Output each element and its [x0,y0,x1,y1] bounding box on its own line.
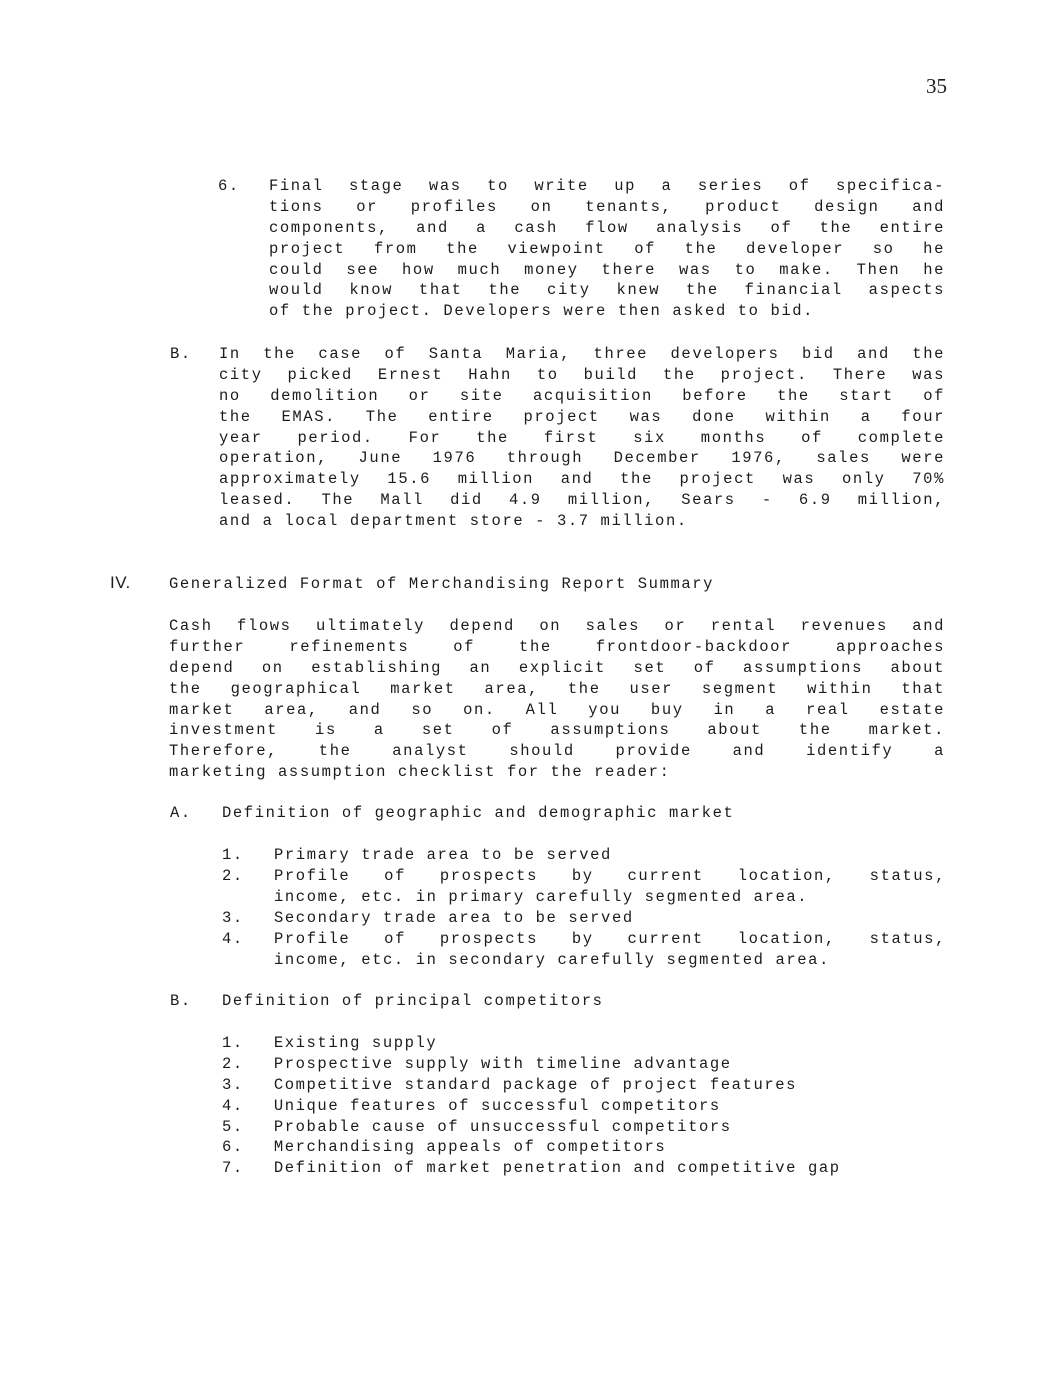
text-line: of the project. Developers were then asked to bid. [269,302,815,321]
list-item [222,1137,841,1158]
list-item [274,845,946,866]
text-line: further refinements of the frontdoor-backdoor approaches [169,637,945,656]
text-line: Secondary trade area to be served [274,909,634,927]
list-item [222,1033,841,1054]
sub-b-title: Definition of principal competitors [222,992,604,1010]
sub-a-label: A. [170,804,192,822]
text-line: components, and a cash flow analysis of the entire [269,218,945,237]
text-line: the EMAS. The entire project was done within a four [219,407,945,426]
sub-a-title: Definition of geographic and demographic market [222,804,735,822]
text-line: the geographical market area, the user segment within that [169,679,945,698]
text-line: Primary trade area to be served [274,846,612,864]
section-heading: Generalized Format of Merchandising Report Summary [169,575,715,593]
sub-b-label: B. [170,992,192,1010]
text-line: tions or profiles on tenants, product design and [269,197,945,216]
text-line: income, etc. in secondary carefully segmented area. [274,950,830,969]
text-line: depend on establishing an explicit set of assumptions about [169,658,945,677]
item-6-label: 6. [218,177,240,195]
list-number: 4. [222,1096,244,1115]
list-number: 1. [222,1034,244,1052]
text-line: market area, and so on. All you buy in a real estate [169,700,945,719]
text-line: marketing assumption checklist for the reader: [169,763,671,782]
text-line: could see how much money there was to make. Then he [269,260,945,279]
text-line: Cash flows ultimately depend on sales or rental revenues and [169,617,945,635]
list-number: 2. [222,1054,244,1073]
list-item [222,1054,841,1075]
page-number: 35 [926,74,947,98]
text-line: leased. The Mall did 4.9 million, Sears - 6.9 million, [219,491,945,510]
list-item [222,1158,841,1179]
list-number: 2. [222,867,244,885]
list-number: 3. [222,909,244,927]
list-item [222,1117,841,1138]
text-line: Profile of prospects by current location, status, [274,930,946,948]
text-line: Profile of prospects by current location, status, [274,867,946,885]
list-item-text: Definition of market penetration and competitive gap [273,1159,841,1178]
item-b-paragraph [219,344,945,532]
list-number: 4. [222,930,244,948]
list-item [222,1075,841,1096]
text-line: and a local department store - 3.7 million. [219,512,688,531]
text-line: no demolition or site acquisition before the start of [219,386,945,405]
list-number: 6. [222,1138,244,1157]
competitor-list [222,1033,841,1179]
text-line: income, etc. in primary carefully segmented area. [274,887,809,906]
list-item-text: Unique features of successful competitors [273,1096,721,1115]
section-numeral: IV. [110,573,131,592]
list-item [222,1096,841,1117]
text-line: approximately 15.6 million and the project was only 70% [219,470,945,489]
list-number: 5. [222,1117,244,1136]
text-line: would know that the city knew the financial aspects [269,281,945,300]
section-intro-paragraph [169,616,945,783]
list-item [274,908,946,929]
text-line: Final stage was to write up a series of specifica- [269,177,945,195]
list-item-text: Prospective supply with timeline advantage [273,1054,732,1073]
text-line: year period. For the first six months of complete [219,428,945,447]
list-number: 3. [222,1075,244,1094]
list-item [274,929,946,971]
list-item-text: Probable cause of unsuccessful competitors [273,1117,732,1136]
item-6-paragraph [269,176,945,322]
text-line: city picked Ernest Hahn to build the project. There was [219,365,945,384]
text-line: Therefore, the analyst should provide and identify a [169,742,945,761]
text-line: operation, June 1976 through December 1976, sales were [219,449,945,468]
item-b-label: B. [170,345,192,363]
list-number: 7. [222,1159,244,1178]
list-item-text: Competitive standard package of project features [273,1075,798,1094]
text-line: In the case of Santa Maria, three developers bid and the [219,345,945,363]
text-line: project from the viewpoint of the developer so he [269,239,945,258]
list-number: 1. [222,846,244,864]
list-item [274,866,946,908]
list-item-text: Merchandising appeals of competitors [273,1138,667,1157]
text-line: investment is a set of assumptions about the market. [169,721,945,740]
list-item-text: Existing supply [273,1034,438,1052]
